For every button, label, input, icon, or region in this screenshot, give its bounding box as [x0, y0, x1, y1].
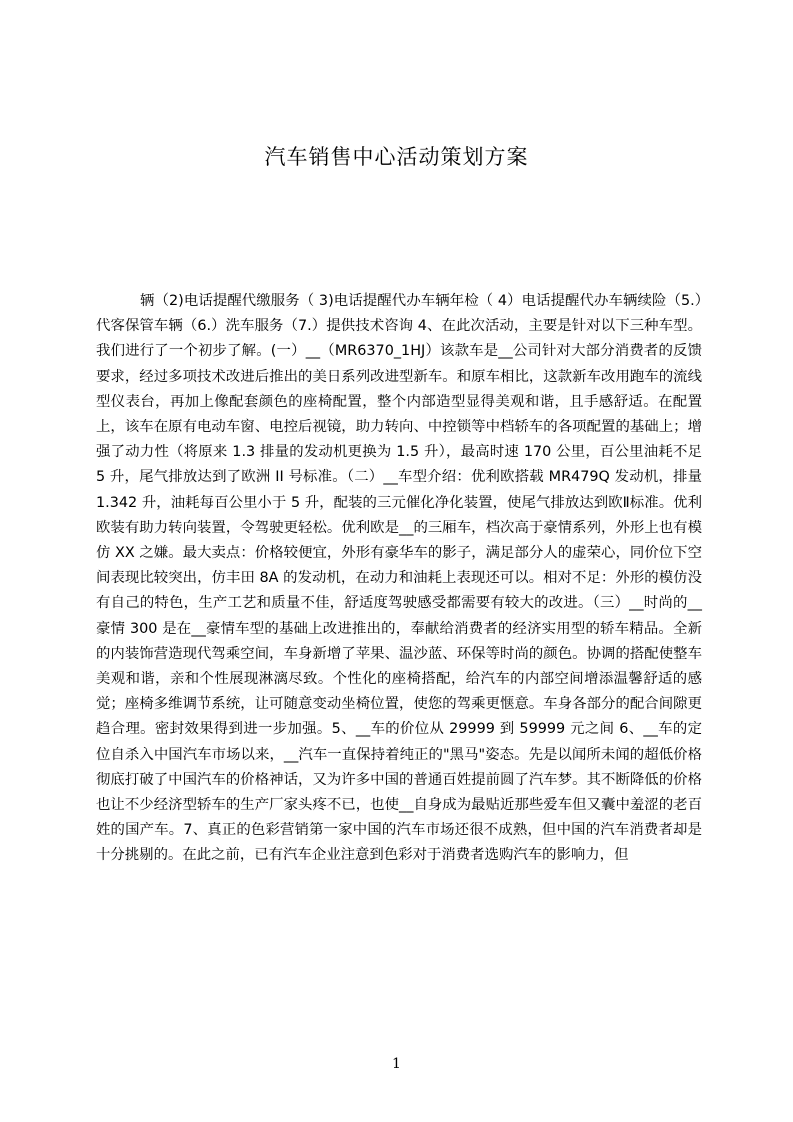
body-paragraph: 辆（2)电话提醒代缴服务（ 3)电话提醒代办车辆年检（ 4）电话提醒代办车辆续险（5.）代客保管车辆（6.）洗车服务（7.）提供技术咨询 4、在此次活动，主要是针对以下三种车型。我们进行了一个初步了解。(一）__（MR6370_1HJ）该款车是__公司针对大部分消费者的反馈要求，经过多项技术改进后推出的美日系列改进型新车。和原车相比，这款新车改用跑车的流线型仪表台，再加上像配套颜色的座椅配置，整个内部造型显得美观和谐，且手感舒适。在配置上，该车在原有电动车窗、电控后视镜，助力转向、中控锁等中档轿车的各项配置的基础上；增强了动力性（将原来 1.3 排量的发动机更换为 1.5 升），最高时速 170 公里，百公里油耗不足 5 升，尾气排放达到了欧洲 II 号标准。（二）__车型介绍：优利欧搭载 MR479Q 发动机，排量 1.342 升，油耗每百公里小于 5 升，配装的三元催化净化装置，使尾气排放达到欧Ⅱ标准。优利欧装有助力转向装置，令驾驶更轻松。优利欧是__的三厢车，档次高于豪情系列，外形上也有模仿 XX 之嫌。最大卖点：价格较便宜，外形有豪华车的影子，满足部分人的虚荣心，同价位下空间表现比较突出，仿丰田 8A 的发动机，在动力和油耗上表现还可以。相对不足：外形的模仿没有自己的特色，生产工艺和质量不佳，舒适度驾驶感受都需要有较大的改进。（三）__时尚的__豪情 300 是在__豪情车型的基础上改进推出的，奉献给消费者的经济实用型的轿车精品。全新的内装饰营造现代驾乘空间，车身新增了苹果、温沙蓝、环保等时尚的颜色。协调的搭配使整车美观和谐，亲和个性展现淋漓尽致。个性化的座椅搭配，给汽车的内部空间增添温馨舒适的感觉；座椅多维调节系统，让可随意变动坐椅位置，使您的驾乘更惬意。车身各部分的配合间隙更趋合理。密封效果得到进一步加强。5、__车的价位从 29999 到 59999 元之间 6、__车的定位自杀入中国汽车市场以来，__汽车一直保持着纯正的"黑马"姿态。先是以闻所未闻的超低价格彻底打破了中国汽车的价格神话，又为许多中国的普通百姓提前圆了汽车梦。其不断降低的价格也让不少经济型轿车的生产厂家头疼不已，也使__自身成为最贴近那些爱车但又囊中羞涩的老百姓的国产车。7、真正的色彩营销第一家中国的汽车市场还很不成熟，但中国的汽车消费者却是十分挑剔的。在此之前，已有汽车企业注意到色彩对于消费者选购汽车的影响力，但	[96, 293, 702, 864]
page-number: 1	[392, 1056, 401, 1072]
document-title: 汽车销售中心活动策划方案	[264, 145, 529, 169]
